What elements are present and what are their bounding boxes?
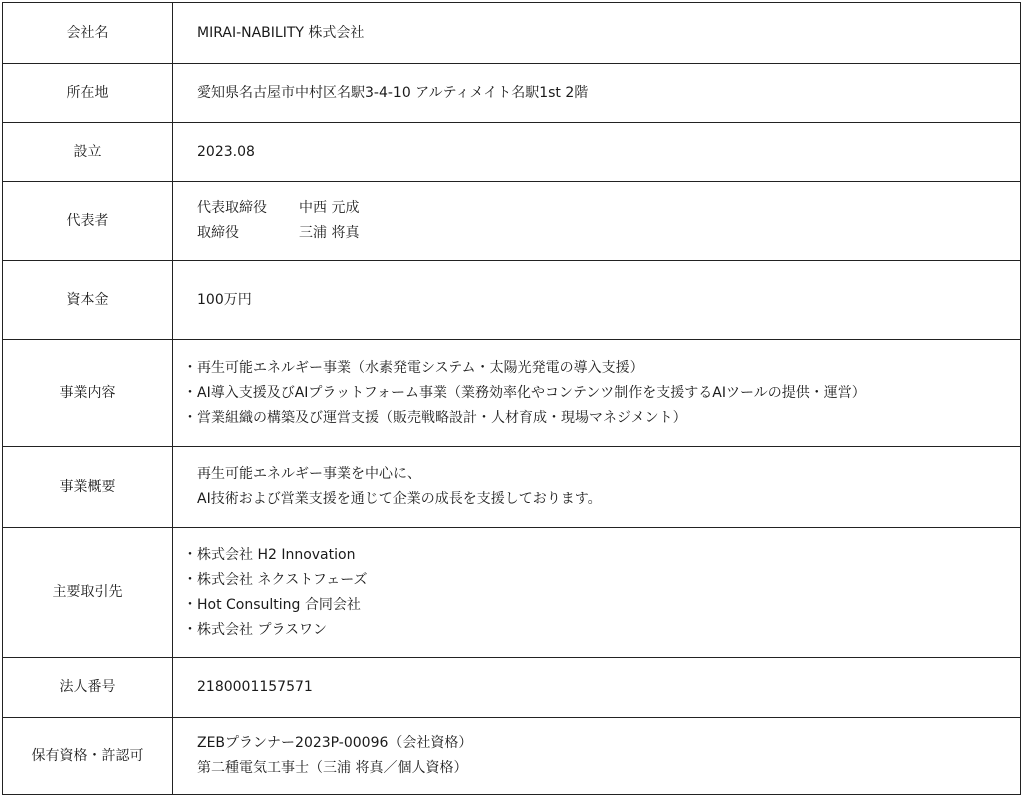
client-item: ・株式会社 H2 Innovation	[183, 546, 356, 563]
label-licenses: 保有資格・許認可	[3, 718, 173, 795]
value-licenses	[173, 718, 1021, 795]
overview-line: AI技術および営業支援を通じて企業の成長を支援しております。	[197, 491, 602, 507]
row-representatives	[3, 182, 1021, 261]
value-established	[173, 123, 1021, 182]
representative-director	[197, 221, 1020, 246]
license-item: 第二種電気工事士（三浦 将真／個人資格）	[197, 760, 468, 776]
representative-name: 三浦 将真	[299, 225, 360, 241]
representative-role: 代表取締役	[197, 200, 267, 216]
client-item: ・株式会社 ネクストフェーズ	[183, 571, 368, 588]
row-company-name	[3, 3, 1021, 64]
address-text: 愛知県名古屋市中村区名駅3-4-10 アルティメイト名駅1st 2階	[197, 84, 589, 101]
established-text: 2023.08	[197, 143, 255, 160]
label-capital: 資本金	[3, 261, 173, 340]
label-representatives: 代表者	[3, 182, 173, 261]
representative-role: 取締役	[197, 225, 239, 241]
overview-line: 再生可能エネルギー事業を中心に、	[197, 466, 421, 482]
value-overview	[173, 447, 1021, 528]
row-business	[3, 340, 1021, 447]
client-item: ・株式会社 プラスワン	[183, 621, 328, 638]
label-company-name: 会社名	[3, 3, 173, 64]
representative-name: 中西 元成	[299, 200, 360, 216]
label-address: 所在地	[3, 64, 173, 123]
representative-ceo	[197, 196, 1020, 221]
row-address	[3, 64, 1021, 123]
value-business	[173, 340, 1021, 447]
business-item: ・再生可能エネルギー事業（水素発電システム・太陽光発電の導入支援）	[183, 359, 644, 376]
value-address	[173, 64, 1021, 123]
row-capital	[3, 261, 1021, 340]
capital-text: 100万円	[197, 291, 252, 308]
row-corporate-number	[3, 658, 1021, 718]
label-corporate-number: 法人番号	[3, 658, 173, 718]
label-business: 事業内容	[3, 340, 173, 447]
label-established: 設立	[3, 123, 173, 182]
value-corporate-number	[173, 658, 1021, 718]
row-overview	[3, 447, 1021, 528]
business-item: ・AI導入支援及びAIプラットフォーム事業（業務効率化やコンテンツ制作を支援するAIツールの提供・運営）	[183, 384, 866, 401]
row-licenses	[3, 718, 1021, 795]
business-item: ・営業組織の構築及び運営支援（販売戦略設計・人材育成・現場マネジメント）	[183, 409, 687, 426]
client-item: ・Hot Consulting 合同会社	[183, 596, 361, 613]
value-clients	[173, 528, 1021, 658]
row-clients	[3, 528, 1021, 658]
value-company-name	[173, 3, 1021, 64]
value-capital	[173, 261, 1021, 340]
label-overview: 事業概要	[3, 447, 173, 528]
license-item: ZEBプランナー2023P-00096（会社資格）	[197, 735, 473, 751]
row-established	[3, 123, 1021, 182]
value-representatives	[173, 182, 1021, 261]
company-info-table	[2, 2, 1021, 795]
corporate-number-text: 2180001157571	[197, 679, 313, 695]
label-clients: 主要取引先	[3, 528, 173, 658]
company-name-text: MIRAI-NABILITY 株式会社	[197, 24, 365, 41]
